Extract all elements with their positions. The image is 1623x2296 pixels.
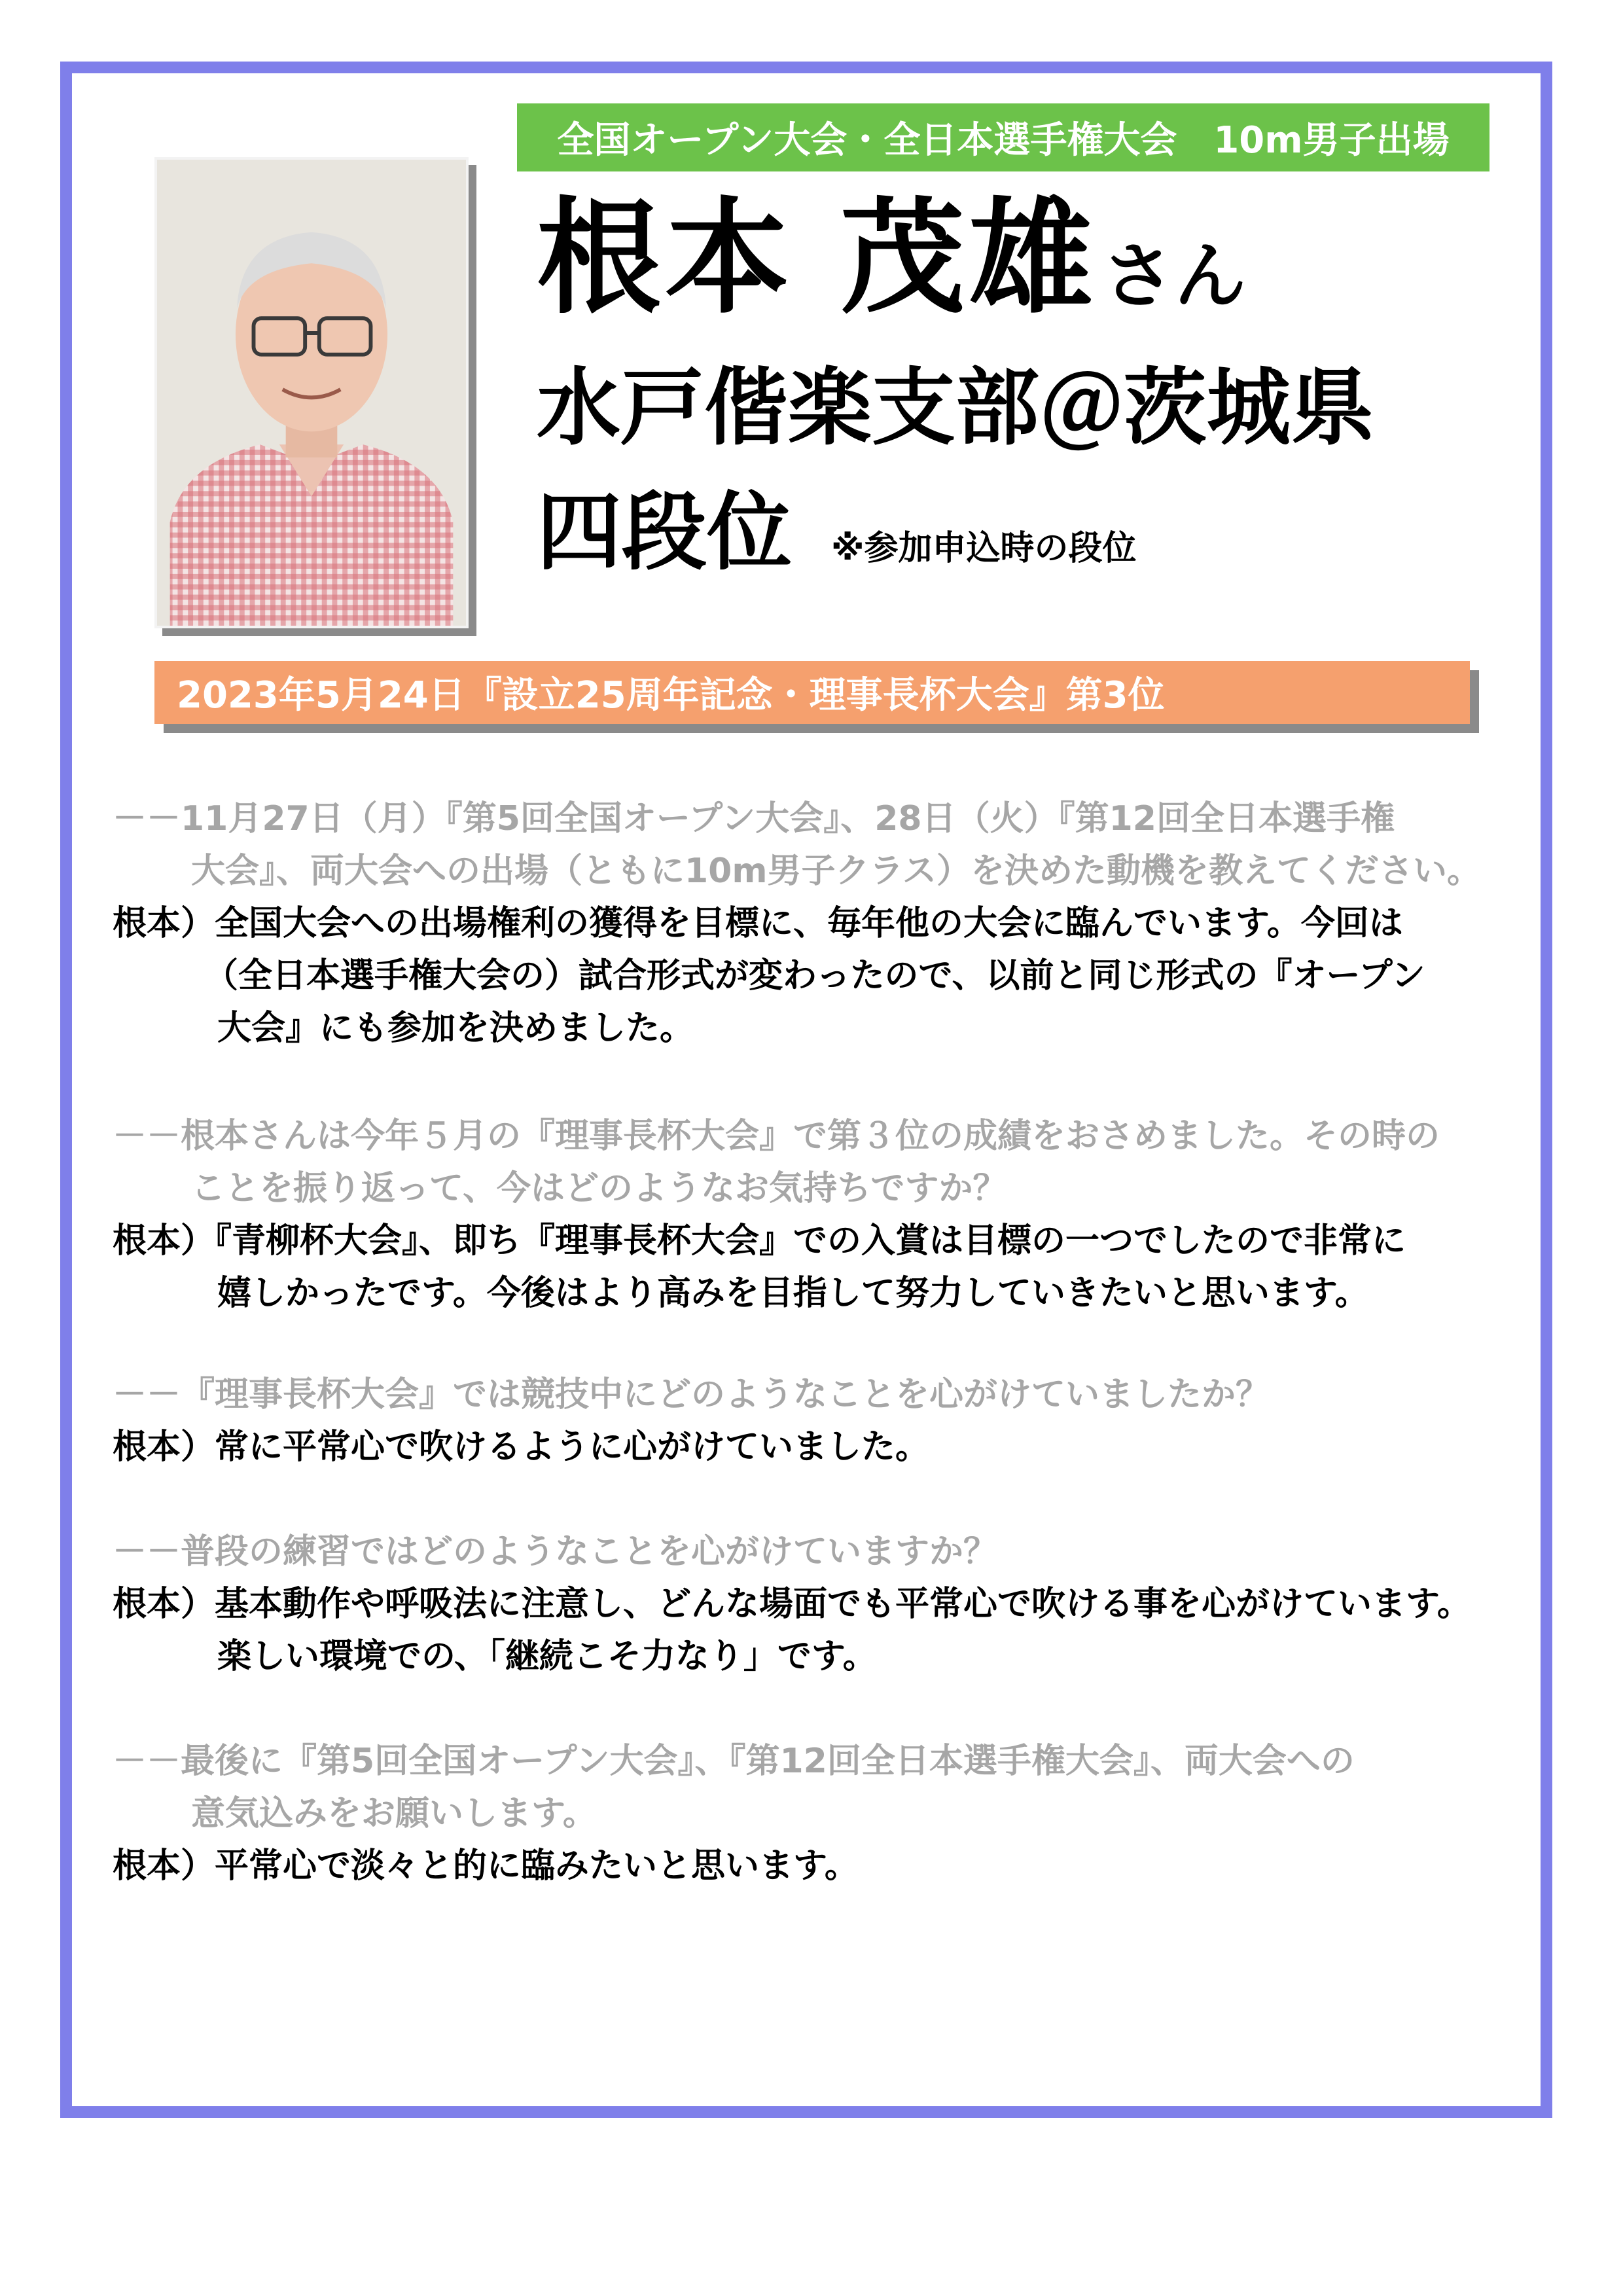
question-line: －－『理事長杯大会』では競技中にどのようなことを心がけていましたか？ [113,1375,1270,1414]
answer-line: 大会』にも参加を決めました。 [217,1009,694,1048]
answer-line: （全日本選手権大会の）試合形式が変わったので、以前と同じ形式の『オープン [204,956,1425,996]
answer-line: 根本）『青柳杯大会』、即ち『理事長杯大会』での入賞は目標の一つでしたので非常に [113,1221,1406,1261]
person-name [537,186,1247,331]
rank-note: ※参加申込時の段位 [831,529,1137,568]
rank: 四段位 [537,482,793,582]
question-line: 大会』、両大会への出場（ともに10m男子クラス）を決めた動機を教えてください。 [191,852,1481,891]
answer-line: 嬉しかったです。今後はより高みを目指して努力していきたいと思います。 [217,1274,1369,1313]
answer-line: 根本）常に平常心で吹けるように心がけていました。 [113,1427,930,1467]
award-banner: 2023年5月24日『設立25周年記念・理事長杯大会』第3位 [154,661,1470,724]
question-line: －－最後に『第5回全国オープン大会』、『第12回全日本選手権大会』、両大会への [113,1742,1355,1781]
answer-line: 根本）平常心で淡々と的に臨みたいと思います。 [113,1846,859,1886]
person-name-main: 根本 茂雄 [537,186,1097,331]
answer-line: 楽しい環境での、「継続こそ力なり」です。 [217,1637,877,1676]
answer-line: 根本）全国大会への出場権利の獲得を目標に、毎年他の大会に臨んでいます。今回は [113,904,1403,943]
question-line: 意気込みをお願いします。 [191,1794,597,1833]
question-line: －－根本さんは今年５月の『理事長杯大会』で第３位の成績をおさめました。その時の [113,1117,1440,1156]
person-name-honorific: さん [1102,234,1247,318]
portrait-photo [154,157,469,628]
question-line: －－普段の練習ではどのようなことを心がけていますか？ [113,1532,998,1571]
event-banner: 全国オープン大会・全日本選手権大会 10m男子出場 [517,103,1489,171]
answer-line: 根本）基本動作や呼吸法に注意し、どんな場面でも平常心で吹ける事を心がけています。 [113,1585,1471,1624]
question-line: －－11月27日（月）『第5回全国オープン大会』、28日（火）『第12回全日本選手権 [113,799,1395,838]
question-line: ことを振り返って、今はどのようなお気持ちですか？ [191,1169,1007,1208]
branch-name: 水戸偕楽支部＠茨城県 [537,359,1375,457]
